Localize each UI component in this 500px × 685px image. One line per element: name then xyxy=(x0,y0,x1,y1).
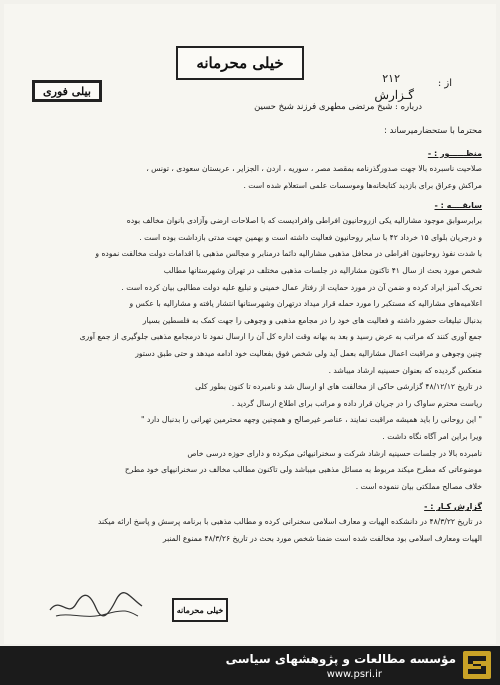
body-line: ریاست محترم ساواک را در جریان قرار داده و مراتب برای اطلاع ارسال گردید . xyxy=(231,398,482,408)
body-line: " این روحانی را باید همیشه مراقبت نمایند ، عناصر غیرصالح و همچنین وجهه محترمین تهرانی را بدنبال دارد " xyxy=(141,415,482,425)
body-line: نامبرده بالا در جلسات حسینیه ارشاد شرکت و سخنرانیهائی میکرده و دارای حوزه درسی خاص xyxy=(187,448,482,458)
report-title: گـزارش xyxy=(374,88,414,102)
body-line: موضوعاتی که مطرح میکند مربوط به مسائل مذهبی میباشد ولی تاکنون مطالب مخالف در سخنرانیهای خود مطرح xyxy=(124,465,482,475)
body-line: شخص مورد بحث از سال ۴۱ تاکنون مشارالیه در جلسات مذهبی مختلف در تهران وشهرستانها مطالب xyxy=(163,266,482,275)
body-line: بدنبال تبلیغات حضور داشته و فعالیت های خود را در مجامع مذهبی و وجوهی را جهت کمک به فلسطین بسیار xyxy=(142,315,482,325)
body-line: و درجریان بلوای ۱۵ خرداد ۴۲ با سایر روحانیون فعالیت داشته است و بهمین جهت مدتی بازداشت بوده است . xyxy=(139,232,482,242)
section-heading: منظــــــور : - xyxy=(427,149,482,158)
body-line: الهیات ومعارف اسلامی بود مخالفت شده است ضمنا شخص مورد بحث در تاریخ ۴۸/۳/۲۶ ممنوع المنبر xyxy=(162,534,482,543)
body-line: صلاحیت ناسبرده بالا جهت صدورگذرنامه بمقصد مصر ، سوریه ، اردن ، الجزایر ، عربستان سعودی ، تونس ، xyxy=(146,164,482,173)
body-line: تحریک آمیز ایراد کرده و ضمن آن در مورد حمایت از رفتار عمال خمینی و تبلیغ علیه دولت مطالبی بیان کرده است . xyxy=(121,282,482,292)
section-heading: سابقــــه : - xyxy=(434,201,482,211)
report-number: ۲۱۲ xyxy=(382,72,400,85)
handwritten-signature xyxy=(46,590,146,622)
institute-url[interactable]: www.psri.ir xyxy=(326,669,382,680)
confidential-stamp-small: خیلی محرمانه xyxy=(172,598,228,622)
body-line: برابرسوابق موجود مشارالیه یکی ازروحانیون افراطی وافرادیست که با اصلاحات ارضی وآزادی بانوان مخالف بوده xyxy=(126,216,482,226)
document-page xyxy=(4,4,496,644)
body-line: خلاف مصالح مملکتی بیان ننموده است . xyxy=(355,481,482,491)
salutation: محترما با ستحضارمیرساند : xyxy=(384,126,482,136)
body-line: در تاریخ ۴۸/۳/۲۲ در دانشکده الهیات و معارف اسلامی سخنرانی کرده و مطالب مذهبی با برنامه پرسش و پاسخ ارائه میکند xyxy=(98,517,482,527)
body-line: ویرا براین امر آگاه نگاه داشت . xyxy=(382,432,482,441)
body-line: چنین وجوهی و مراقبت اعمال مشارالیه بعمل آید ولی شخص فوق بفعالیت خود ادامه میدهد و حتی طبق دستور xyxy=(135,349,482,358)
body-line: در تاریخ ۴۸/۱۲/۱۲ گزارشی حاکی از مخالفت های او ارسال شد و نامبرده تا کنون بطور کلی xyxy=(195,382,482,392)
footer-bar xyxy=(0,646,500,685)
body-line: مراکش وعراق برای بازدید کتابخانه‌ها وموسسات علمی استعلام شده است . xyxy=(243,180,482,190)
confidential-stamp: خیلی محرمانه xyxy=(176,46,304,80)
report-subject: درباره : شیخ مرتضی مطهری فرزند شیخ حسین xyxy=(254,102,422,112)
body-line: منعکس گردیده که بعنوان حسینیه ارشاد میباشد . xyxy=(328,365,482,375)
body-line: جمع آوری کنند که مراتب به عرض رسید و بعد به بهانه وقت اداره کل آن را ارسال نمود تا درمجامع مذهبی جلوگیری از جمع آوری xyxy=(79,332,482,342)
section-heading: گزارش کـار : - xyxy=(424,502,482,512)
body-line: با شدت نفوذ روحانیون افراطی در محافل مذهبی مشارالیه دائما درمنابر و مجالس مذهبی با اقدامات دولت مخالفت نموده و xyxy=(95,249,482,259)
body-line: اعلامیه‌های مشارالیه که مستکبر را مورد حمله قرار میداد درتهران وشهرستانها انتشار یافته و مشارالیه با عکس و xyxy=(129,299,482,309)
institute-name: مؤسسه مطالعات و پژوهشهای سیاسی xyxy=(225,652,456,666)
from-label: از : xyxy=(437,78,452,89)
institute-logo-icon xyxy=(462,650,492,680)
urgency-stamp: بیلی فوری xyxy=(32,80,102,102)
